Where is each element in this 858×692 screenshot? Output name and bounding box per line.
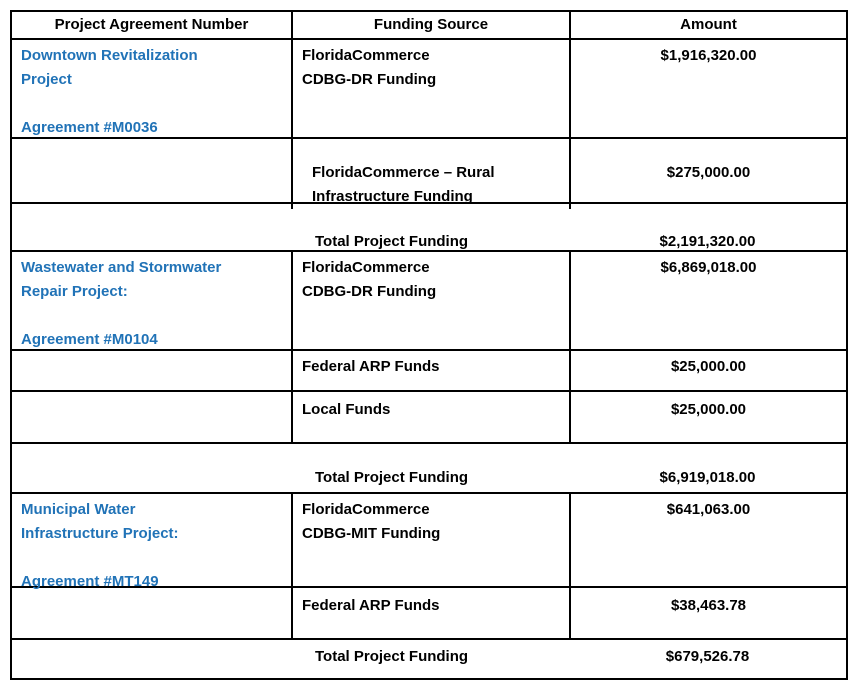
table-row (12, 250, 846, 349)
table-row (12, 349, 846, 390)
total-amount: $6,919,018.00 (659, 469, 756, 486)
funding-source-cell (291, 139, 569, 209)
amount-cell: $25,000.00 (569, 351, 846, 390)
funding-source-line: FloridaCommerce (302, 47, 430, 64)
table-row (12, 137, 846, 205)
funding-source-line: CDBG-DR Funding (302, 283, 437, 300)
funding-source-line: Federal ARP Funds (302, 358, 440, 375)
header-project-agreement-number: Project Agreement Number (54, 16, 249, 33)
project-cell-empty (12, 139, 291, 209)
funding-source-line: CDBG-MIT Funding (302, 525, 441, 542)
header-amount: Amount (569, 12, 846, 38)
project-cell-empty (12, 588, 291, 638)
total-row (12, 202, 846, 250)
project-cell (12, 494, 291, 594)
agreement-number: Agreement #MT149 (21, 573, 159, 590)
funding-source-cell (291, 351, 569, 390)
project-cell (12, 40, 291, 140)
table-row (12, 38, 846, 137)
project-cell-empty (12, 392, 291, 442)
project-name-line: Municipal Water (21, 501, 136, 518)
amount-cell: $275,000.00 (569, 139, 846, 209)
total-spacer (12, 444, 291, 492)
total-spacer (12, 204, 291, 254)
project-cell (12, 252, 291, 352)
table-row (12, 390, 846, 442)
funding-source-cell (291, 588, 569, 638)
agreement-number: Agreement #M0104 (21, 331, 158, 348)
project-name-line: Downtown Revitalization (21, 47, 198, 64)
table-row (12, 586, 846, 638)
project-name-line: Repair Project: (21, 283, 128, 300)
funding-source-line: Infrastructure Funding (312, 188, 473, 205)
amount-cell: $25,000.00 (569, 392, 846, 442)
funding-source-cell (291, 252, 569, 352)
funding-source-cell (291, 392, 569, 442)
funding-source-line: Federal ARP Funds (302, 597, 440, 614)
funding-table (10, 10, 848, 680)
total-label: Total Project Funding (315, 469, 469, 486)
funding-source-cell (291, 494, 569, 594)
funding-source-line: FloridaCommerce – Rural (312, 164, 495, 181)
funding-source-line: CDBG-DR Funding (302, 71, 437, 88)
funding-source-cell (291, 40, 569, 140)
total-amount: $679,526.78 (665, 648, 750, 665)
project-name-line: Project (21, 71, 72, 88)
project-name-line: Wastewater and Stormwater (21, 259, 222, 276)
table-row (12, 492, 846, 590)
total-amount: $2,191,320.00 (659, 233, 756, 250)
project-cell-empty (12, 351, 291, 390)
amount-cell: $1,916,320.00 (569, 40, 846, 140)
agreement-number: Agreement #M0036 (21, 119, 158, 136)
funding-source-line: FloridaCommerce (302, 501, 430, 518)
header-funding-source: Funding Source (291, 12, 569, 38)
funding-source-line: FloridaCommerce (302, 259, 430, 276)
project-name-line: Infrastructure Project: (21, 525, 179, 542)
total-label: Total Project Funding (315, 233, 469, 250)
total-spacer (12, 640, 291, 678)
amount-cell: $641,063.00 (569, 494, 846, 594)
funding-source-line: Local Funds (302, 401, 391, 418)
total-row (12, 442, 846, 492)
amount-cell: $38,463.78 (569, 588, 846, 638)
total-label: Total Project Funding (315, 648, 469, 665)
total-row (12, 638, 846, 678)
header-row (12, 12, 846, 38)
amount-cell: $6,869,018.00 (569, 252, 846, 352)
